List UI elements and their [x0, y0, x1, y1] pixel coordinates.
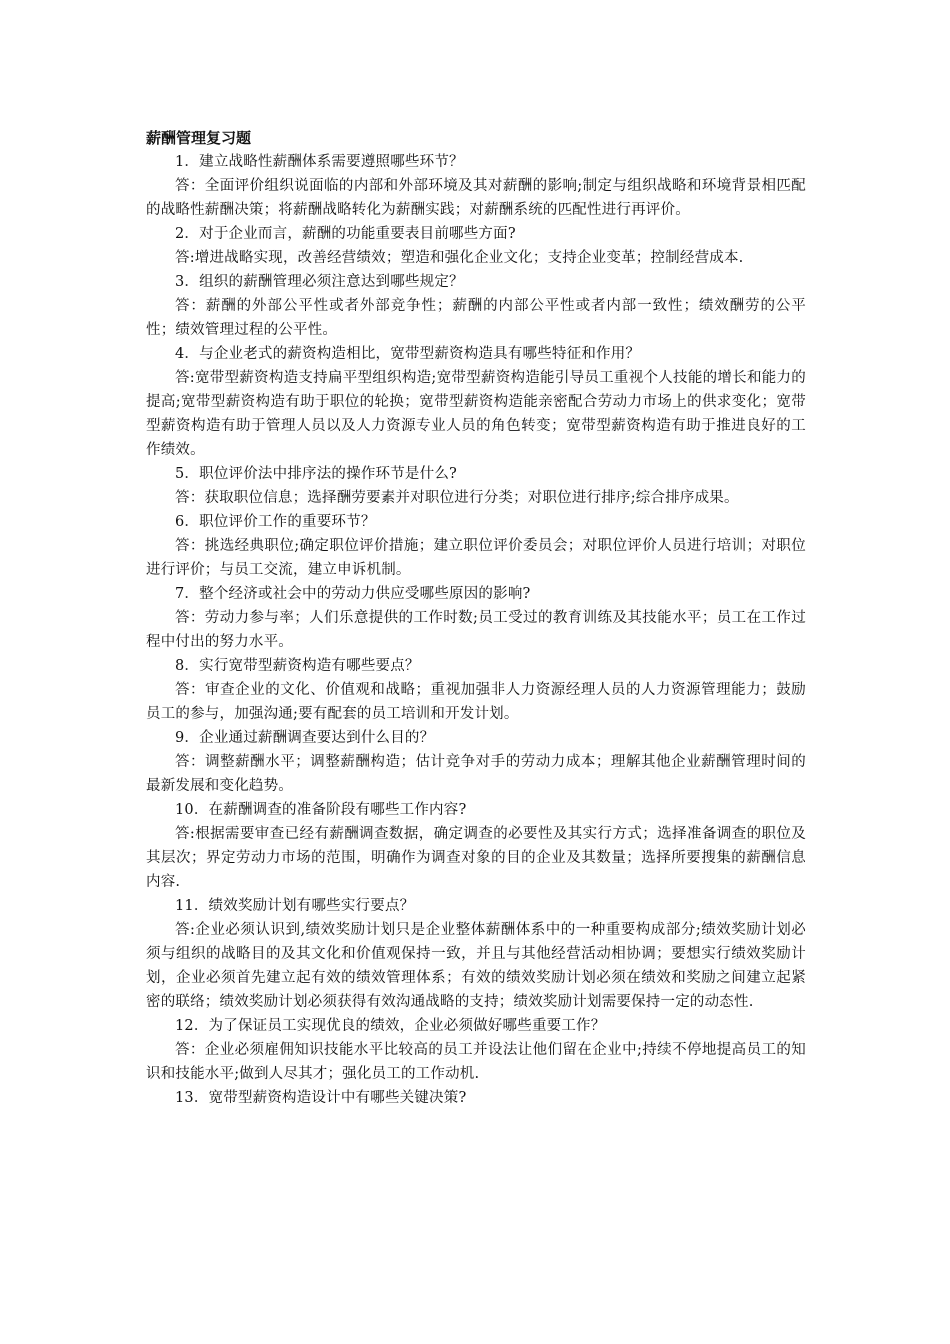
question-12: 12．为了保证员工实现优良的绩效，企业必须做好哪些重要工作？: [175, 1018, 606, 1034]
question-1: 1．建立战略性薪酬体系需要遵照哪些环节？: [175, 154, 464, 170]
answer-2: 答:增进战略实现，改善经营绩效；塑造和强化企业文化；支持企业变革；控制经营成本.: [175, 250, 744, 266]
answer-6: 答：挑选经典职位;确定职位评价措施；建立职位评价委员会；对职位评价人员进行培训；对职位进行评价；与员工交流，建立申诉机制。: [146, 538, 806, 578]
question-4: 4．与企业老式的薪资构造相比，宽带型薪资构造具有哪些特征和作用？: [175, 346, 641, 362]
qa-item-5: [146, 462, 806, 510]
qa-item-13: [146, 1086, 806, 1110]
document-body: [146, 126, 806, 1110]
question-9: 9．企业通过薪酬调查要达到什么目的？: [175, 730, 435, 746]
document-title: 薪酬管理复习题: [146, 129, 252, 147]
answer-4: 答:宽带型薪资构造支持扁平型组织构造;宽带型薪资构造能引导员工重视个人技能的增长和能力的提高;宽带型薪资构造有助于职位的轮换；宽带型薪资构造能亲密配合劳动力市场上的供求变化；宽带型薪资构造有助于管理人员以及人力资源专业人员的角色转变；宽带型薪资构造有助于推进良好的工作绩效。: [146, 370, 806, 458]
question-2: 2．对于企业而言，薪酬的功能重要表目前哪些方面?: [175, 226, 516, 242]
answer-11: 答:企业必须认识到,绩效奖励计划只是企业整体薪酬体系中的一种重要构成部分;绩效奖励计划必须与组织的战略目的及其文化和价值观保持一致，并且与其他经营活动相协调；要想实行绩效奖励计划，企业必须首先建立起有效的绩效管理体系；有效的绩效奖励计划必须在绩效和奖励之间建立起紧密的联络；绩效奖励计划必须获得有效沟通战略的支持；绩效奖励计划需要保持一定的动态性.: [146, 922, 806, 1010]
question-5: 5．职位评价法中排序法的操作环节是什么?: [175, 466, 457, 482]
answer-7: 答：劳动力参与率；人们乐意提供的工作时数;员工受过的教育训练及其技能水平；员工在工作过程中付出的努力水平。: [146, 610, 806, 650]
question-6: 6．职位评价工作的重要环节？: [175, 514, 376, 530]
qa-item-6: [146, 510, 806, 582]
qa-item-8: [146, 654, 806, 726]
answer-10: 答:根据需要审查已经有薪酬调查数据，确定调查的必要性及其实行方式；选择准备调查的职位及其层次；界定劳动力市场的范围，明确作为调查对象的目的企业及其数量；选择所要搜集的薪酬信息内容.: [146, 826, 806, 890]
answer-9: 答：调整薪酬水平；调整薪酬构造；估计竞争对手的劳动力成本；理解其他企业薪酬管理时间的最新发展和变化趋势。: [146, 754, 806, 794]
qa-item-1: [146, 150, 806, 222]
question-13: 13．宽带型薪资构造设计中有哪些关键决策?: [175, 1090, 467, 1106]
answer-12: 答：企业必须雇佣知识技能水平比较高的员工并设法让他们留在企业中;持续不停地提高员工的知识和技能水平;做到人尽其才；强化员工的工作动机.: [146, 1042, 806, 1082]
answer-3: 答：薪酬的外部公平性或者外部竞争性；薪酬的内部公平性或者内部一致性；绩效酬劳的公平性；绩效管理过程的公平性。: [146, 298, 806, 338]
qa-item-2: [146, 222, 806, 270]
answer-5: 答：获取职位信息；选择酬劳要素并对职位进行分类；对职位进行排序;综合排序成果。: [175, 490, 739, 506]
answer-1: 答：全面评价组织说面临的内部和外部环境及其对薪酬的影响;制定与组织战略和环境背景相匹配的战略性薪酬决策；将薪酬战略转化为薪酬实践；对薪酬系统的匹配性进行再评价。: [146, 178, 806, 218]
qa-item-10: [146, 798, 806, 894]
qa-item-12: [146, 1014, 806, 1086]
question-8: 8．实行宽带型薪资构造有哪些要点？: [175, 658, 420, 674]
question-7: 7．整个经济或社会中的劳动力供应受哪些原因的影响?: [175, 586, 531, 602]
qa-item-4: [146, 342, 806, 462]
question-10: 10．在薪酬调查的准备阶段有哪些工作内容?: [175, 802, 467, 818]
qa-item-7: [146, 582, 806, 654]
qa-item-9: [146, 726, 806, 798]
qa-item-3: [146, 270, 806, 342]
qa-item-11: [146, 894, 806, 1014]
answer-8: 答：审查企业的文化、价值观和战略；重视加强非人力资源经理人员的人力资源管理能力；鼓励员工的参与，加强沟通;要有配套的员工培训和开发计划。: [146, 682, 806, 722]
question-3: 3．组织的薪酬管理必须注意达到哪些规定？: [175, 274, 464, 290]
question-11: 11．绩效奖励计划有哪些实行要点？: [175, 898, 415, 914]
